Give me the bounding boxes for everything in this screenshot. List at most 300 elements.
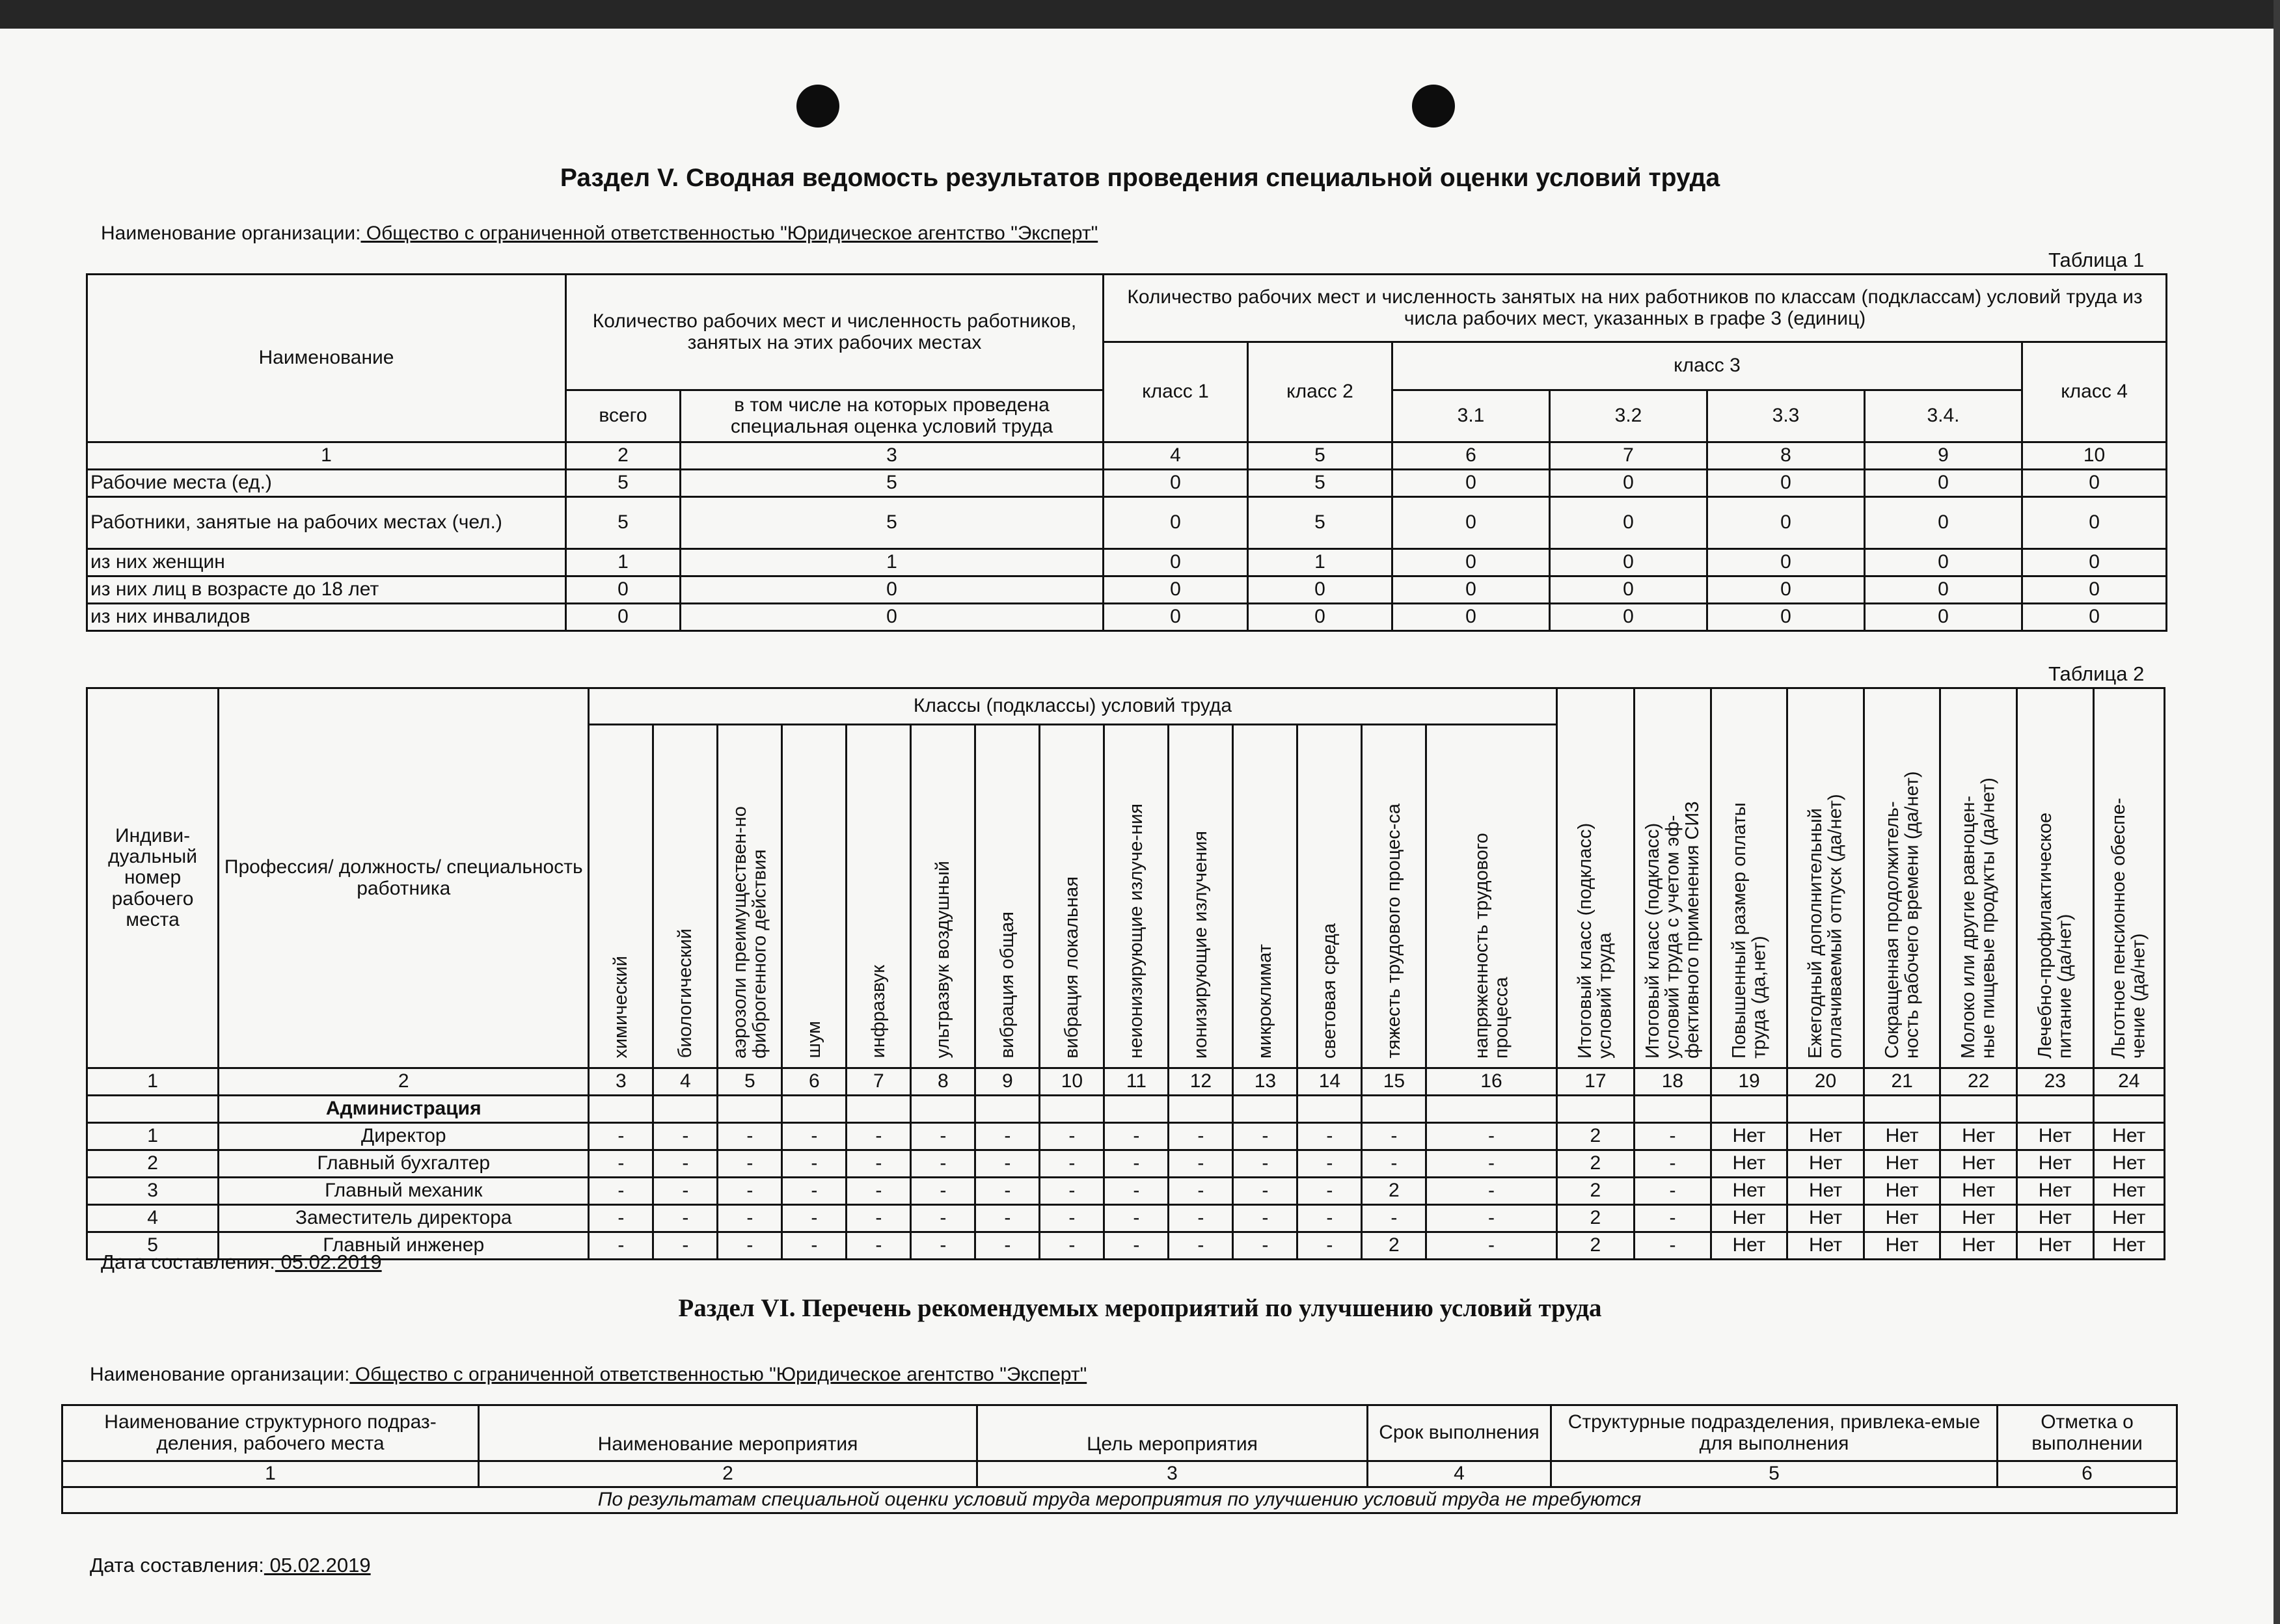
t1-cell: 0 [1865, 576, 2022, 604]
t2-colnum: 8 [911, 1068, 975, 1096]
t2-cell: - [782, 1150, 847, 1178]
t2-cell: - [1169, 1150, 1233, 1178]
table1 [86, 273, 2167, 632]
t2-cell: 2 [1556, 1178, 1635, 1205]
t2-cell: - [1104, 1205, 1169, 1232]
t2-cell: - [1104, 1178, 1169, 1205]
t1-cell: 0 [2022, 470, 2167, 497]
t2-colnum: 22 [1940, 1068, 2017, 1096]
t1-cell: 5 [1248, 470, 1392, 497]
t2-cell: Нет [1940, 1232, 2017, 1260]
t2-cell: - [1040, 1178, 1104, 1205]
t2-header-factor [782, 725, 847, 1068]
t2-cell: Нет [1787, 1178, 1864, 1205]
t2-colnum: 18 [1635, 1068, 1711, 1096]
t2-header-factor [1104, 725, 1169, 1068]
t2-header-factor-text: микроклимат [1255, 943, 1276, 1059]
t1-colnum: 1 [87, 442, 566, 470]
org-label: Наименование организации: [101, 223, 361, 244]
t1-cell: 0 [566, 576, 681, 604]
t2-cell: Нет [1864, 1232, 1940, 1260]
t2-cell: - [1635, 1150, 1711, 1178]
t1-cell: 0 [1248, 604, 1392, 631]
t2-cell: - [911, 1178, 975, 1205]
t1-cell: 0 [681, 576, 1104, 604]
t2-header-factor-text: шум [804, 1021, 825, 1059]
t2-row-name: Главный бухгалтер [219, 1150, 589, 1178]
t2-header-id: Индиви-дуальный номер рабочего места [87, 688, 219, 1068]
t2-cell: Нет [1940, 1205, 2017, 1232]
t2-cell: - [1233, 1178, 1297, 1205]
t2-cell: Нет [2093, 1178, 2164, 1205]
t2-cell: - [782, 1205, 847, 1232]
t2-cell: - [1297, 1178, 1362, 1205]
t1-colnum: 4 [1104, 442, 1248, 470]
t2-colnum: 12 [1169, 1068, 1233, 1096]
t2-cell: - [718, 1178, 782, 1205]
t2-cell: Нет [1940, 1178, 2017, 1205]
t2-row-id: 1 [87, 1123, 219, 1150]
t2-cell-empty [1297, 1096, 1362, 1123]
t2-cell: - [1426, 1150, 1556, 1178]
t1-header-class3: класс 3 [1392, 342, 2022, 390]
t1-colnum: 5 [1248, 442, 1392, 470]
t2-group-row [87, 1096, 2165, 1123]
t2-cell: - [847, 1205, 911, 1232]
t2-header-factor-text: ультразвук воздушный [932, 861, 954, 1059]
t2-cell: - [1362, 1205, 1426, 1232]
t2-cell: Нет [1864, 1150, 1940, 1178]
t2-colnum: 3 [589, 1068, 653, 1096]
section5-org-line [101, 223, 1098, 245]
t2-cell: - [1426, 1232, 1556, 1260]
t2-cell: - [975, 1205, 1040, 1232]
t2-cell: Нет [2016, 1232, 2093, 1260]
t1-cell: 0 [1865, 604, 2022, 631]
t2-cell: Нет [1940, 1123, 2017, 1150]
t2-cell: - [1297, 1205, 1362, 1232]
t1-row-label: Рабочие места (ед.) [87, 470, 566, 497]
t1-header-group1: Количество рабочих мест и численность работников, занятых на этих рабочих местах [566, 275, 1104, 390]
t2-cell-empty [1362, 1096, 1426, 1123]
t2-cell: - [975, 1178, 1040, 1205]
t1-cell: 0 [1550, 497, 1707, 549]
t2-header-extra-text: Итоговый класс (подкласс) условий труда [1575, 822, 1616, 1059]
t2-cell: - [718, 1205, 782, 1232]
t2-header-extra [1787, 688, 1864, 1068]
t2-cell: - [1233, 1205, 1297, 1232]
t1-colnum: 10 [2022, 442, 2167, 470]
t2-colnum: 10 [1040, 1068, 1104, 1096]
t2-header-profession: Профессия/ должность/ специальность работника [219, 688, 589, 1068]
t1-cell: 0 [681, 604, 1104, 631]
t2-colnum: 1 [87, 1068, 219, 1096]
scan-right-edge [2273, 0, 2280, 1624]
t2-cell: - [1040, 1123, 1104, 1150]
section6-org-line [90, 1364, 1087, 1386]
t2-header-factor-text: неионизирующие излуче-ния [1126, 803, 1147, 1059]
t2-cell-empty [2093, 1096, 2164, 1123]
t1-colnum: 7 [1550, 442, 1707, 470]
t2-colnum: 23 [2016, 1068, 2093, 1096]
t2-cell: - [718, 1150, 782, 1178]
t2-cell: - [1169, 1232, 1233, 1260]
t3-colnum: 6 [1998, 1461, 2177, 1487]
t2-colnum: 16 [1426, 1068, 1556, 1096]
t2-cell-empty [718, 1096, 782, 1123]
t2-header-factor-text: инфразвук [868, 965, 889, 1059]
t2-row-name: Главный механик [219, 1178, 589, 1205]
t2-header-factor [589, 725, 653, 1068]
t2-cell-empty [911, 1096, 975, 1123]
t2-cell: - [1040, 1150, 1104, 1178]
t2-header-extra [1711, 688, 1787, 1068]
t2-header-extra [1635, 688, 1711, 1068]
org-value: Общество с ограниченной ответственностью "Юридическое агентство "Эксперт" [349, 1364, 1087, 1385]
t2-cell-empty [1635, 1096, 1711, 1123]
t2-cell-empty [1233, 1096, 1297, 1123]
t2-cell-empty [847, 1096, 911, 1123]
t2-cell: - [911, 1123, 975, 1150]
t1-cell: 5 [566, 497, 681, 549]
t2-cell: Нет [1711, 1232, 1787, 1260]
t2-cell: - [1362, 1123, 1426, 1150]
t2-cell: - [847, 1123, 911, 1150]
t1-cell: 5 [1248, 497, 1392, 549]
t2-header-factor [1233, 725, 1297, 1068]
t2-colnum: 17 [1556, 1068, 1635, 1096]
t2-cell-empty [975, 1096, 1040, 1123]
t2-cell: Нет [2093, 1232, 2164, 1260]
t1-cell: 1 [681, 549, 1104, 576]
t2-cell: - [975, 1123, 1040, 1150]
t2-cell: Нет [1864, 1178, 1940, 1205]
t3-colnum: 5 [1551, 1461, 1998, 1487]
t2-header-factor-text: световая среда [1319, 923, 1340, 1059]
t2-cell: 2 [1362, 1178, 1426, 1205]
t2-header-factor [1040, 725, 1104, 1068]
t1-cell: 0 [1248, 576, 1392, 604]
t1-cell: 0 [1392, 549, 1550, 576]
t2-colnum: 19 [1711, 1068, 1787, 1096]
t2-header-extra-text: Лечебно-профилактическое питание (да/нет) [2034, 812, 2076, 1059]
t2-cell: - [975, 1150, 1040, 1178]
t2-header-extra [1864, 688, 1940, 1068]
t2-colnum: 20 [1787, 1068, 1864, 1096]
t2-cell: - [653, 1205, 718, 1232]
t2-header-factor-text: биологический [675, 928, 696, 1059]
t2-cell: - [1233, 1232, 1297, 1260]
t2-cell: - [782, 1123, 847, 1150]
t1-cell: 0 [1104, 604, 1248, 631]
t2-header-factor [653, 725, 718, 1068]
t1-colnum: 8 [1707, 442, 1865, 470]
t2-header-factor-text: вибрация общая [997, 912, 1018, 1059]
t2-cell: Нет [1711, 1178, 1787, 1205]
t2-cell: - [589, 1205, 653, 1232]
t1-body [87, 470, 2167, 631]
t2-header-factor-text: химический [610, 955, 632, 1059]
t2-cell-empty [1787, 1096, 1864, 1123]
t1-row-label: из них женщин [87, 549, 566, 576]
t2-cell: Нет [1787, 1205, 1864, 1232]
t2-row [87, 1123, 2165, 1150]
t3-colnum: 4 [1368, 1461, 1551, 1487]
t1-row-label: Работники, занятые на рабочих местах (чел.) [87, 497, 566, 549]
t1-cell: 0 [1707, 470, 1865, 497]
t2-cell: - [1297, 1150, 1362, 1178]
t2-cell: 2 [1556, 1232, 1635, 1260]
t1-cell: 0 [1707, 549, 1865, 576]
t3-colnum: 3 [977, 1461, 1368, 1487]
date-value: 05.02.2019 [264, 1554, 371, 1577]
t2-colnum: 24 [2093, 1068, 2164, 1096]
t1-header-3-2: 3.2 [1550, 390, 1707, 442]
t1-row [87, 497, 2167, 549]
t2-cell: Нет [1711, 1123, 1787, 1150]
t1-row [87, 576, 2167, 604]
t2-header-factor-text: аэрозоли преимуществен-но фиброгенного действия [729, 805, 770, 1059]
t2-cell: - [589, 1150, 653, 1178]
t2-colnum: 14 [1297, 1068, 1362, 1096]
t1-cell: 0 [1865, 470, 2022, 497]
t2-cell: - [1104, 1232, 1169, 1260]
t2-header-factor [1297, 725, 1362, 1068]
t2-header-classes: Классы (подклассы) условий труда [589, 688, 1556, 725]
date-value: 05.02.2019 [275, 1251, 382, 1273]
t1-cell: 0 [2022, 497, 2167, 549]
t2-header-factor [975, 725, 1040, 1068]
t2-colnum: 4 [653, 1068, 718, 1096]
t2-column-numbers [87, 1068, 2165, 1096]
t2-cell: Нет [2093, 1123, 2164, 1150]
t2-colnum: 9 [975, 1068, 1040, 1096]
t2-cell: - [1635, 1205, 1711, 1232]
t2-cell: Нет [1864, 1205, 1940, 1232]
t2-cell: - [1426, 1205, 1556, 1232]
t1-header-name: Наименование [87, 275, 566, 442]
t1-colnum: 3 [681, 442, 1104, 470]
t1-cell: 5 [681, 497, 1104, 549]
t1-cell: 0 [1392, 497, 1550, 549]
t2-colnum: 13 [1233, 1068, 1297, 1096]
t1-cell: 0 [566, 604, 681, 631]
t2-cell-empty [1169, 1096, 1233, 1123]
t1-header-group2: Количество рабочих мест и численность занятых на них работников по классам (подклассам) условий труда из числа рабочих мест, указанных в графе 3 (единиц) [1104, 275, 2167, 342]
t1-header-3-4: 3.4. [1865, 390, 2022, 442]
t2-cell: - [1040, 1232, 1104, 1260]
t1-cell: 0 [2022, 604, 2167, 631]
t2-header-extra [1556, 688, 1635, 1068]
t1-colnum: 2 [566, 442, 681, 470]
t1-cell: 0 [1392, 576, 1550, 604]
t2-cell: - [1169, 1205, 1233, 1232]
punch-hole-left [796, 85, 839, 128]
t2-cell: - [1362, 1150, 1426, 1178]
t1-cell: 0 [1104, 576, 1248, 604]
t1-row-label: из них лиц в возрасте до 18 лет [87, 576, 566, 604]
t2-cell: 2 [1362, 1232, 1426, 1260]
t2-colnum: 11 [1104, 1068, 1169, 1096]
t1-cell: 0 [1104, 470, 1248, 497]
t2-cell: - [1635, 1178, 1711, 1205]
t2-cell: Нет [1940, 1150, 2017, 1178]
t2-row-id: 3 [87, 1178, 219, 1205]
t2-header-extra-text: Льготное пенсионное обеспе-чение (да/нет) [2108, 797, 2149, 1059]
t2-header-factor-text: напряженность трудового процесса [1471, 832, 1512, 1059]
t2-cell: - [1233, 1123, 1297, 1150]
t2-header-extra-text: Повышенный размер оплаты труда (да,нет) [1728, 802, 1769, 1059]
t1-cell: 1 [1248, 549, 1392, 576]
t2-row-name: Директор [219, 1123, 589, 1150]
t2-cell-empty [1711, 1096, 1787, 1123]
t1-cell: 0 [1550, 604, 1707, 631]
t1-cell: 0 [2022, 549, 2167, 576]
t2-header-extra-text: Ежегодный дополнительный оплачиваемый отпуск (да/нет) [1805, 793, 1846, 1059]
t1-row-label: из них инвалидов [87, 604, 566, 631]
t2-cell: - [1635, 1123, 1711, 1150]
t2-cell: - [975, 1232, 1040, 1260]
t2-cell: - [847, 1232, 911, 1260]
t2-cell-empty [2016, 1096, 2093, 1123]
t2-cell-empty [782, 1096, 847, 1123]
t2-colnum: 15 [1362, 1068, 1426, 1096]
t2-cell: Нет [2093, 1205, 2164, 1232]
t2-cell: Нет [1711, 1205, 1787, 1232]
t2-cell: - [653, 1150, 718, 1178]
t2-cell: - [1040, 1205, 1104, 1232]
t1-cell: 0 [1550, 470, 1707, 497]
t2-colnum: 6 [782, 1068, 847, 1096]
t2-header-factor-text: тяжесть трудового процес-са [1383, 803, 1405, 1059]
t2-cell: - [1104, 1123, 1169, 1150]
t2-header-extra [2016, 688, 2093, 1068]
section6-date-line [90, 1554, 371, 1577]
t1-column-numbers [87, 442, 2167, 470]
t1-cell: 0 [1104, 549, 1248, 576]
t2-cell: - [782, 1178, 847, 1205]
t2-cell: Нет [2093, 1150, 2164, 1178]
t1-cell: 5 [681, 470, 1104, 497]
t2-cell: Нет [1787, 1150, 1864, 1178]
t2-header-factor-text: ионизирующие излучения [1190, 830, 1212, 1059]
t1-row [87, 604, 2167, 631]
t2-row [87, 1232, 2165, 1260]
t2-cell: Нет [2016, 1205, 2093, 1232]
t1-cell: 0 [1865, 497, 2022, 549]
t2-cell: - [1169, 1123, 1233, 1150]
t3-colnum: 1 [62, 1461, 479, 1487]
table1-caption: Таблица 1 [2048, 249, 2145, 271]
t2-body [87, 1096, 2165, 1260]
t2-header-factor [1362, 725, 1426, 1068]
t2-cell: - [911, 1150, 975, 1178]
t2-cell: - [1426, 1123, 1556, 1150]
t2-header-factor-text: вибрация локальная [1061, 876, 1083, 1059]
t2-cell: - [589, 1232, 653, 1260]
t2-cell: - [1104, 1150, 1169, 1178]
t2-cell: - [1426, 1178, 1556, 1205]
t2-row [87, 1150, 2165, 1178]
section6-title: Раздел VI. Перечень рекомендуемых мероприятий по улучшению условий труда [678, 1294, 1602, 1322]
t2-header-extra [2093, 688, 2164, 1068]
date-label: Дата составления: [101, 1251, 275, 1273]
section5-title: Раздел V. Сводная ведомость результатов проведения специальной оценки условий труда [560, 164, 1720, 192]
t1-cell: 0 [1865, 549, 2022, 576]
t2-cell-empty [589, 1096, 653, 1123]
t1-header-3-1: 3.1 [1392, 390, 1550, 442]
t3-header-done-mark: Отметка о выполнении [1998, 1405, 2177, 1461]
t2-cell: - [718, 1123, 782, 1150]
t3-header-goal: Цель мероприятия [977, 1405, 1368, 1461]
t2-cell: - [589, 1178, 653, 1205]
t1-cell: 0 [1707, 604, 1865, 631]
t2-colnum: 5 [718, 1068, 782, 1096]
t2-cell-empty [1426, 1096, 1556, 1123]
t2-header-extra-text: Сокращенная продолжитель-ность рабочего времени (да/нет) [1881, 770, 1923, 1059]
t1-header-class2: класс 2 [1248, 342, 1392, 442]
t2-cell: - [1635, 1232, 1711, 1260]
t3-note: По результатам специальной оценки условий труда мероприятия по улучшению условий труда не требуются [62, 1487, 2177, 1513]
t1-cell: 0 [2022, 576, 2167, 604]
t2-row-id: 2 [87, 1150, 219, 1178]
t2-row-name: Главный инженер [219, 1232, 589, 1260]
t2-header-extra-text: Итоговый класс (подкласс) условий труда с учетом эф-фективного применения СИЗ [1642, 800, 1703, 1059]
t1-colnum: 6 [1392, 442, 1550, 470]
t1-colnum: 9 [1865, 442, 2022, 470]
t2-colnum: 7 [847, 1068, 911, 1096]
t2-cell: - [1297, 1123, 1362, 1150]
t2-header-factor [1426, 725, 1556, 1068]
t2-row [87, 1205, 2165, 1232]
t2-cell-empty [1104, 1096, 1169, 1123]
table2 [86, 687, 2165, 1260]
t2-cell: - [911, 1205, 975, 1232]
t2-row-name: Заместитель директора [219, 1205, 589, 1232]
t2-cell-empty [653, 1096, 718, 1123]
t2-header-extra [1940, 688, 2017, 1068]
t2-cell: - [1297, 1232, 1362, 1260]
table2-caption: Таблица 2 [2048, 662, 2145, 685]
t2-cell: Нет [1787, 1232, 1864, 1260]
t2-cell: - [782, 1232, 847, 1260]
t2-cell-empty [1040, 1096, 1104, 1123]
t1-header-3-3: 3.3 [1707, 390, 1865, 442]
t2-header-factor [1169, 725, 1233, 1068]
org-value: Общество с ограниченной ответственностью "Юридическое агентство "Эксперт" [360, 223, 1098, 244]
t2-cell-empty [1556, 1096, 1635, 1123]
t2-cell: - [718, 1232, 782, 1260]
t2-header-factor [718, 725, 782, 1068]
t2-row-id: 4 [87, 1205, 219, 1232]
t1-cell: 0 [1707, 576, 1865, 604]
t2-cell: Нет [1787, 1123, 1864, 1150]
t2-cell: - [653, 1123, 718, 1150]
t3-header-unit: Наименование структурного подраз-деления, рабочего места [62, 1405, 479, 1461]
t2-cell: - [589, 1123, 653, 1150]
t2-cell-empty [1864, 1096, 1940, 1123]
t2-colnum: 2 [219, 1068, 589, 1096]
t1-header-class1: класс 1 [1104, 342, 1248, 442]
t1-cell: 0 [1392, 604, 1550, 631]
t2-header-factor [847, 725, 911, 1068]
t1-row [87, 549, 2167, 576]
date-label: Дата составления: [90, 1554, 264, 1577]
t3-colnum: 2 [479, 1461, 977, 1487]
t2-cell: - [653, 1232, 718, 1260]
t2-colnum: 21 [1864, 1068, 1940, 1096]
t2-cell: Нет [2016, 1178, 2093, 1205]
